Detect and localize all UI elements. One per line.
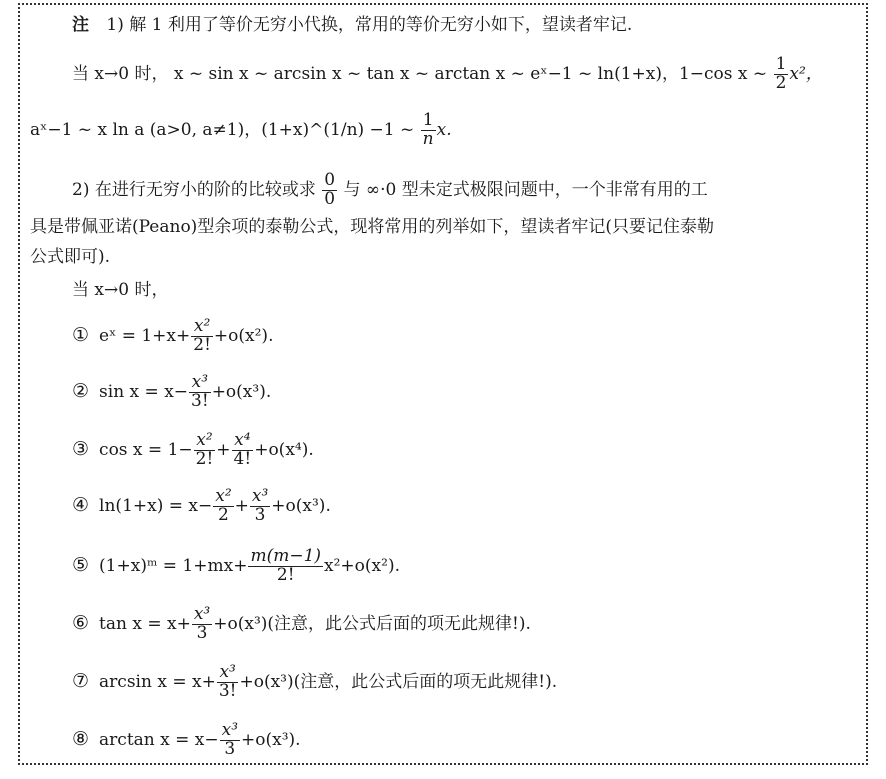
fraction-zero-over-zero: $\frac{0}{0}$	[324, 170, 336, 209]
when-x-to-0: 当 x→0 时，	[72, 63, 169, 84]
formula-fraction-denominator: 2!	[193, 334, 211, 355]
note-p1: 1) 解 1 利用了等价无穷小代换，常用的等价无穷小如下，望读者牢记.	[106, 15, 633, 35]
formula-number: ⑤	[72, 553, 90, 576]
formula-fraction-denominator: 2!	[276, 564, 295, 585]
formula-rest: +o(x³)(注意，此公式后面的项无此规律!).	[239, 671, 558, 692]
formula-fraction-numerator: m(m−1)	[250, 546, 322, 566]
formula-fraction-denominator: 3	[196, 622, 208, 643]
formula-fraction-denominator: 3	[224, 738, 236, 759]
formula-rest: +o(x³).	[241, 729, 301, 750]
formula-rest: +o(x³).	[271, 495, 331, 516]
equiv-line-1-tail: x²，	[789, 63, 823, 84]
formula-fraction-2	[250, 488, 270, 525]
formula-fraction-denominator: 2!	[195, 448, 214, 469]
note-line-1	[72, 14, 632, 36]
formula-number: ②	[72, 379, 90, 402]
note-p2-b: 与 ∞·0 型未定式极限问题中，一个非常有用的工	[343, 179, 708, 200]
taylor-formula-6	[72, 606, 531, 643]
formula-fraction-2-denominator: 3	[254, 504, 266, 525]
note-p2-a: 2) 在进行无穷小的阶的比较或求	[72, 179, 316, 200]
formula-fraction	[213, 488, 233, 525]
equiv-line-2	[30, 112, 452, 149]
formula-fraction-2-denominator: 4!	[233, 448, 252, 469]
taylor-formula-3	[72, 432, 314, 469]
formula-fraction-numerator: x³	[221, 720, 239, 740]
note-p2-line-2: 具是带佩亚诺(Peano)型余项的泰勒公式，现将常用的列举如下，望读者牢记(只要记住泰勒	[30, 217, 714, 237]
formula-fraction-2-numerator: x⁴	[232, 432, 254, 451]
formula-fraction-denominator: 2	[218, 504, 229, 525]
note-p2-line-1	[72, 172, 708, 209]
formula-lhs: (1+x)ᵐ = 1+mx+	[99, 555, 248, 576]
formula-number: ⑦	[72, 669, 90, 692]
formula-rest: +o(x²).	[213, 325, 274, 346]
formula-lhs: sin x = x−	[99, 381, 189, 402]
taylor-formula-1	[72, 318, 273, 355]
equiv-list-2: aˣ−1 ~ x ln a (a>0, a≠1)，(1+x)^(1/n) −1 ~	[30, 119, 415, 140]
formula-fraction	[217, 664, 239, 701]
formula-number: ③	[72, 437, 90, 460]
formula-plus: +	[234, 495, 249, 516]
equiv-list-1: x ~ sin x ~ arcsin x ~ tan x ~ arctan x ~ eˣ−1 ~ ln(1+x)，1−cos x ~	[173, 63, 768, 84]
formula-number: ①	[72, 323, 90, 346]
formula-fraction-numerator: x²	[215, 486, 232, 506]
formula-rest: x²+o(x²).	[324, 555, 400, 576]
formula-fraction-numerator: x³	[217, 664, 239, 683]
formula-rest: +o(x⁴).	[254, 439, 314, 460]
formula-lhs: tan x = x+	[99, 613, 191, 634]
formula-plus: +	[216, 439, 231, 460]
taylor-formula-4	[72, 488, 331, 525]
formula-fraction-numerator: x²	[191, 318, 213, 337]
formula-fraction-denominator: 3!	[218, 680, 237, 701]
formula-rest: +o(x³).	[211, 381, 272, 402]
taylor-formula-8	[72, 722, 301, 759]
formula-rest: +o(x³)(注意，此公式后面的项无此规律!).	[213, 613, 531, 634]
formula-fraction	[220, 722, 240, 759]
formula-fraction-2	[232, 432, 254, 469]
formula-fraction	[192, 606, 212, 643]
formula-number: ⑥	[72, 611, 90, 634]
formula-fraction	[194, 432, 216, 469]
equiv-line-1	[72, 56, 823, 93]
fraction-half: $\frac{1}{2}$	[775, 54, 787, 93]
formula-lhs: arcsin x = x+	[99, 671, 216, 692]
formula-lhs: arctan x = x−	[99, 729, 219, 750]
formula-fraction-2-numerator: x³	[251, 486, 269, 506]
taylor-formula-7	[72, 664, 557, 701]
formula-fraction-numerator: x³	[193, 604, 211, 624]
formula-fraction-denominator: 3!	[191, 390, 209, 411]
formula-fraction-numerator: x²	[194, 432, 216, 451]
note-label: 注	[72, 15, 89, 35]
formula-lhs: ln(1+x) = x−	[99, 495, 213, 516]
formula-number: ④	[72, 493, 90, 516]
formula-fraction-numerator: x³	[189, 374, 211, 393]
taylor-formula-2	[72, 374, 271, 411]
formula-fraction	[189, 374, 211, 411]
note-p2-line-3: 公式即可).	[30, 247, 111, 267]
taylor-formula-5	[72, 548, 400, 585]
when-x-to-0-2: 当 x→0 时，	[72, 280, 169, 300]
formula-lhs: eˣ = 1+x+	[99, 325, 191, 346]
formula-fraction	[191, 318, 213, 355]
formula-fraction	[248, 548, 323, 585]
equiv-line-2-tail: x.	[436, 119, 452, 140]
formula-lhs: cos x = 1−	[99, 439, 193, 460]
formula-number: ⑧	[72, 727, 90, 750]
fraction-one-over-n: $\frac{1}{n}$	[422, 110, 434, 149]
